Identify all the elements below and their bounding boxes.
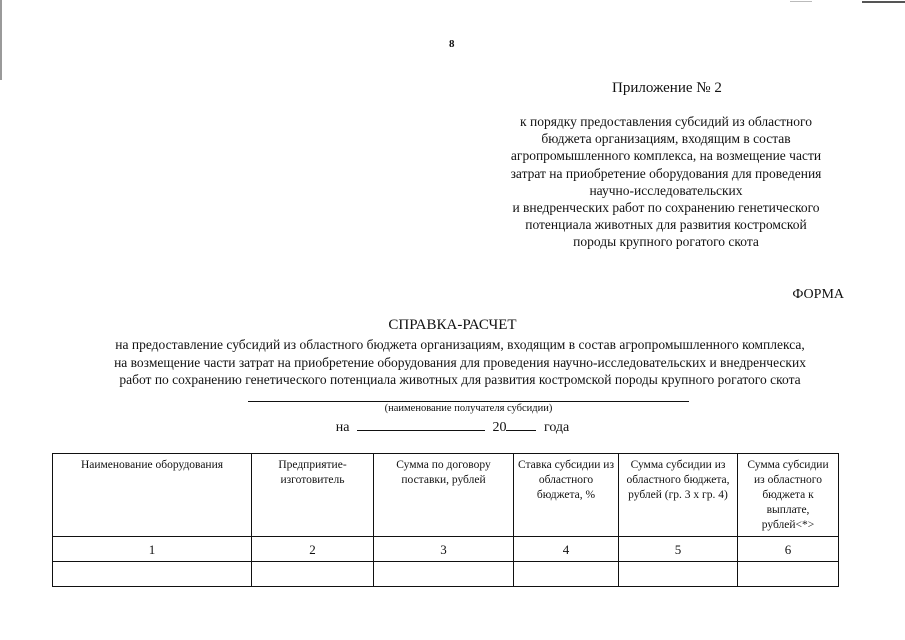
table-row (53, 562, 839, 587)
column-number-row (53, 537, 839, 562)
appendix-line: породы крупного рогатого скота (573, 234, 759, 250)
column-header: Сумма по договору поставки, рублей (374, 454, 514, 537)
appendix-line: бюджета организациям, входящим в состав (541, 131, 791, 147)
date-line (0, 417, 905, 436)
appendix-line: научно-исследовательских (589, 182, 743, 198)
column-header: Сумма субсидии из областного бюджета к выплате, рублей<*> (738, 454, 839, 537)
column-header: Предприятие-изготовитель (252, 454, 374, 537)
appendix-line: к порядку предоставления субсидий из областного (520, 114, 812, 129)
appendix-line: агропромышленного комплекса, на возмещение части (510, 148, 822, 164)
column-number: 1 (53, 537, 252, 562)
subtitle-line: работ по сохранению генетического потенциала животных для развития костромской породы крупного рогатого скота (119, 372, 801, 387)
subtitle-line: на предоставление субсидий из областного бюджета организациям, входящим в состав агропромышленного комплекса, (115, 337, 805, 352)
table-cell[interactable] (252, 562, 374, 587)
recipient-caption: (наименование получателя субсидии) (384, 403, 553, 414)
form-label: ФОРМА (792, 287, 844, 302)
column-number: 2 (252, 537, 374, 562)
scan-artifact-top-right (862, 1, 905, 3)
column-header: Ставка субсидии из областного бюджета, % (514, 454, 619, 537)
column-number: 4 (514, 537, 619, 562)
appendix-line: и внедренческих работ по сохранению генетического (512, 200, 820, 216)
table-cell[interactable] (374, 562, 514, 587)
date-suffix: года (543, 420, 570, 435)
table-cell[interactable] (514, 562, 619, 587)
table-header-row (53, 454, 839, 537)
subtitle-line: на возмещение части затрат на приобретение оборудования для проведения научно-исследовательских и внедренческих (114, 354, 806, 370)
column-header: Наименование оборудования (53, 454, 252, 537)
scan-artifact-top (790, 1, 812, 2)
date-prefix: на (335, 420, 350, 435)
date-day-month-field[interactable] (357, 417, 485, 431)
appendix-line: затрат на приобретение оборудования для проведения (510, 165, 822, 181)
document-subtitle (40, 336, 880, 389)
column-header: Сумма субсидии из областного бюджета, рублей (гр. 3 х гр. 4) (619, 454, 738, 537)
column-number: 6 (738, 537, 839, 562)
document-title: СПРАВКА-РАСЧЕТ (388, 317, 517, 333)
date-year-prefix: 20 (492, 420, 507, 435)
page-number: 8 (449, 38, 455, 50)
appendix-line: потенциала животных для развития костромской (525, 217, 807, 233)
recipient-name-line[interactable] (248, 401, 689, 402)
date-year-field[interactable] (506, 417, 536, 431)
table-cell[interactable] (619, 562, 738, 587)
appendix-text (480, 113, 852, 251)
table-cell[interactable] (738, 562, 839, 587)
subsidy-table (52, 453, 839, 587)
appendix-title: Приложение № 2 (612, 80, 722, 96)
column-number: 5 (619, 537, 738, 562)
table-cell[interactable] (53, 562, 252, 587)
column-number: 3 (374, 537, 514, 562)
scan-edge-left (0, 0, 2, 80)
